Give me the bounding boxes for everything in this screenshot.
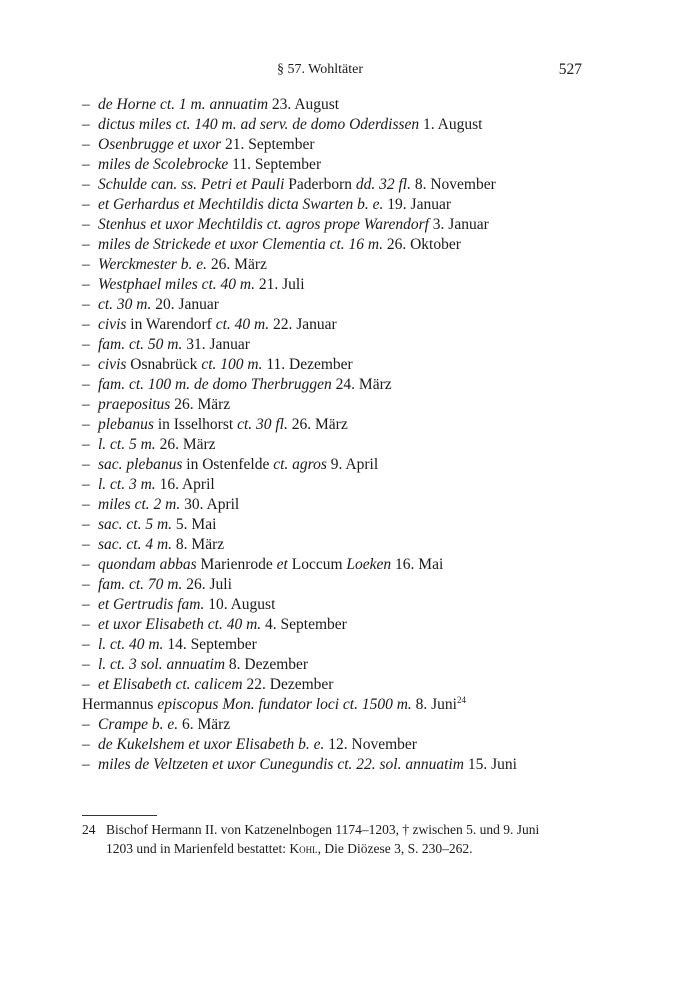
entry-text: 26. März: [287, 416, 348, 433]
latin-text: ct. agros: [273, 456, 327, 473]
list-item: [82, 155, 622, 175]
list-item: [82, 715, 622, 735]
entry-text: 26. Juli: [182, 576, 232, 593]
latin-text: l. ct. 3 m.: [98, 476, 156, 493]
latin-text: de Kukelshem et uxor Elisabeth b. e.: [98, 736, 325, 753]
list-item: [82, 395, 622, 415]
list-item: [82, 595, 622, 615]
entry-text: 4. September: [261, 616, 347, 633]
running-title: § 57. Wohltäter: [276, 62, 364, 77]
latin-text: et Gerhardus et Mechtildis dicta Swarten b. e.: [98, 196, 384, 213]
entry-text: 14. September: [163, 636, 257, 653]
list-item: [82, 675, 622, 695]
entry-text: 21. September: [221, 136, 315, 153]
entry-text: Osnabrück: [126, 356, 202, 373]
entry-dash: –: [82, 576, 90, 593]
latin-text: Stenhus et uxor Mechtildis ct. agros prope Warendorf: [98, 216, 429, 233]
latin-text: dd. 32 fl.: [355, 176, 411, 193]
entry-text: 12. November: [324, 736, 417, 753]
entry-dash: –: [82, 376, 90, 393]
entry-dash: –: [82, 136, 90, 153]
latin-text: Osenbrugge et uxor: [98, 136, 222, 153]
footnote: [82, 820, 622, 858]
list-item: [82, 755, 622, 775]
entry-text: 31. Januar: [182, 336, 250, 353]
list-item: [82, 515, 622, 535]
footnote-line-1: Bischof Hermann II. von Katzenelnbogen 1174–1203, † zwischen 5. und 9. Juni: [106, 822, 540, 837]
latin-text: Werckmester b. e.: [98, 256, 208, 273]
entry-dash: –: [82, 756, 90, 773]
entry-dash: –: [82, 276, 90, 293]
latin-text: et: [276, 556, 288, 573]
latin-text: ct. 30 fl.: [237, 416, 288, 433]
entry-text: 19. Januar: [383, 196, 451, 213]
entry-dash: –: [82, 216, 90, 233]
latin-text: episcopus Mon. fundator loci ct. 1500 m.: [157, 696, 412, 713]
latin-text: et Elisabeth ct. calicem: [98, 676, 243, 693]
entry-dash: –: [82, 156, 90, 173]
entry-text: 22. Dezember: [242, 676, 334, 693]
entry-dash: –: [82, 336, 90, 353]
list-item: [82, 435, 622, 455]
latin-text: l. ct. 5 m.: [98, 436, 156, 453]
latin-text: civis: [98, 356, 127, 373]
latin-text: plebanus: [98, 416, 154, 433]
entry-dash: –: [82, 616, 90, 633]
list-item: [82, 555, 622, 575]
latin-text: fam. ct. 50 m.: [98, 336, 183, 353]
entry-dash: –: [82, 536, 90, 553]
entry-dash: –: [82, 296, 90, 313]
entry-text: 23. August: [268, 96, 340, 113]
list-item: [82, 455, 622, 475]
entry-text: 8. Dezember: [225, 656, 309, 673]
entry-text: Paderborn: [284, 176, 356, 193]
entry-dash: –: [82, 516, 90, 533]
list-item: [82, 235, 622, 255]
entry-dash: –: [82, 656, 90, 673]
entry-text: in Ostenfelde: [182, 456, 274, 473]
entry-dash: –: [82, 436, 90, 453]
list-item: [82, 655, 622, 675]
entry-text: 16. April: [155, 476, 215, 493]
entry-dash: –: [82, 356, 90, 373]
latin-text: l. ct. 40 m.: [98, 636, 164, 653]
list-item: [82, 415, 622, 435]
latin-text: praepositus: [98, 396, 171, 413]
list-item: [82, 95, 622, 115]
entry-dash: –: [82, 256, 90, 273]
entry-text: 26. März: [155, 436, 216, 453]
latin-text: l. ct. 3 sol. annuatim: [98, 656, 226, 673]
page-header: [0, 62, 700, 82]
footnote-line-2: [82, 839, 622, 858]
entry-text: 21. Juli: [255, 276, 305, 293]
list-item: [82, 335, 622, 355]
entry-dash: –: [82, 456, 90, 473]
list-item: [82, 375, 622, 395]
entry-dash: –: [82, 196, 90, 213]
footnote-number: 24: [82, 822, 96, 837]
entry-text: in Warendorf: [126, 316, 216, 333]
latin-text: ct. 30 m.: [98, 296, 152, 313]
entry-dash: –: [82, 556, 90, 573]
entry-dash: –: [82, 636, 90, 653]
page-number: 527: [558, 61, 582, 78]
entry-text: 8. März: [172, 536, 225, 553]
entry-dash: –: [82, 316, 90, 333]
latin-text: dictus miles ct. 140 m. ad serv. de domo Oderdissen: [98, 116, 420, 133]
latin-text: miles de Strickede et uxor Clementia ct. 16 m.: [98, 236, 383, 253]
list-item: [82, 135, 622, 155]
latin-text: Westphael miles ct. 40 m.: [98, 276, 255, 293]
footnote-rule: [82, 815, 157, 816]
footnote-text: , Die Diözese 3, S. 230–262.: [317, 841, 473, 856]
entry-dash: –: [82, 116, 90, 133]
latin-text: fam. ct. 100 m. de domo Therbruggen: [98, 376, 332, 393]
list-item: [82, 475, 622, 495]
latin-text: miles de Scolebrocke: [98, 156, 229, 173]
entry-dash: –: [82, 676, 90, 693]
entry-text: Hermannus: [82, 696, 158, 713]
entry-text: 26. März: [207, 256, 267, 273]
list-item: [82, 255, 622, 275]
latin-text: miles ct. 2 m.: [98, 496, 181, 513]
latin-text: miles de Veltzeten et uxor Cunegundis ct. 22. sol. annuatim: [98, 756, 464, 773]
list-item: [82, 695, 622, 715]
entry-dash: –: [82, 416, 90, 433]
latin-text: Schulde can. ss. Petri et Pauli: [98, 176, 285, 193]
entry-text: 11. September: [228, 156, 322, 173]
entry-dash: –: [82, 176, 90, 193]
entry-dash: –: [82, 476, 90, 493]
entry-text: 6. März: [178, 716, 231, 733]
entry-text: Loccum: [287, 556, 347, 573]
latin-text: ct. 100 m.: [201, 356, 263, 373]
entry-dash: –: [82, 596, 90, 613]
entry-dash: –: [82, 396, 90, 413]
entry-text: 1. August: [419, 116, 483, 133]
entry-text: in Isselhorst: [153, 416, 238, 433]
list-item: [82, 295, 622, 315]
latin-text: de Horne ct. 1 m. annuatim: [98, 96, 269, 113]
latin-text: sac. plebanus: [98, 456, 183, 473]
entry-dash: –: [82, 716, 90, 733]
latin-text: quondam abbas: [98, 556, 197, 573]
latin-text: et Gertrudis fam.: [98, 596, 205, 613]
list-item: [82, 575, 622, 595]
latin-text: Crampe b. e.: [98, 716, 179, 733]
benefactor-list: [82, 95, 622, 775]
entry-text: 8. November: [410, 176, 496, 193]
list-item: [82, 195, 622, 215]
list-item: [82, 315, 622, 335]
entry-text: 24. März: [331, 376, 392, 393]
entry-text: 10. August: [204, 596, 276, 613]
footnote-text: 1203 und in Marienfeld bestattet:: [106, 841, 290, 856]
list-item: [82, 635, 622, 655]
list-item: [82, 275, 622, 295]
entry-dash: –: [82, 736, 90, 753]
latin-text: ct. 40 m.: [215, 316, 270, 333]
entry-text: 16. Mai: [391, 556, 444, 573]
footnote-author: Kohl: [289, 841, 318, 856]
entry-text: 22. Januar: [269, 316, 337, 333]
list-item: [82, 355, 622, 375]
latin-text: sac. ct. 4 m.: [98, 536, 173, 553]
entry-text: 26. März: [170, 396, 231, 413]
entry-text: 8. Juni: [411, 696, 457, 713]
entry-text: 9. April: [326, 456, 379, 473]
entry-text: 26. Oktober: [382, 236, 461, 253]
entry-text: 11. Dezember: [262, 356, 353, 373]
latin-text: civis: [98, 316, 127, 333]
list-item: [82, 495, 622, 515]
latin-text: fam. ct. 70 m.: [98, 576, 183, 593]
list-item: [82, 535, 622, 555]
latin-text: et uxor Elisabeth ct. 40 m.: [98, 616, 262, 633]
latin-text: sac. ct. 5 m.: [98, 516, 173, 533]
entry-text: 15. Juni: [463, 756, 517, 773]
list-item: [82, 735, 622, 755]
list-item: [82, 215, 622, 235]
entry-text: 30. April: [180, 496, 240, 513]
entry-text: Marienrode: [196, 556, 277, 573]
entry-dash: –: [82, 236, 90, 253]
list-item: [82, 175, 622, 195]
entry-text: 3. Januar: [428, 216, 489, 233]
latin-text: Loeken: [346, 556, 392, 573]
list-item: [82, 615, 622, 635]
entry-text: 20. Januar: [151, 296, 219, 313]
entry-text: 5. Mai: [172, 516, 217, 533]
footnote-reference: 24: [456, 694, 466, 705]
list-item: [82, 115, 622, 135]
entry-dash: –: [82, 496, 90, 513]
entry-dash: –: [82, 96, 90, 113]
